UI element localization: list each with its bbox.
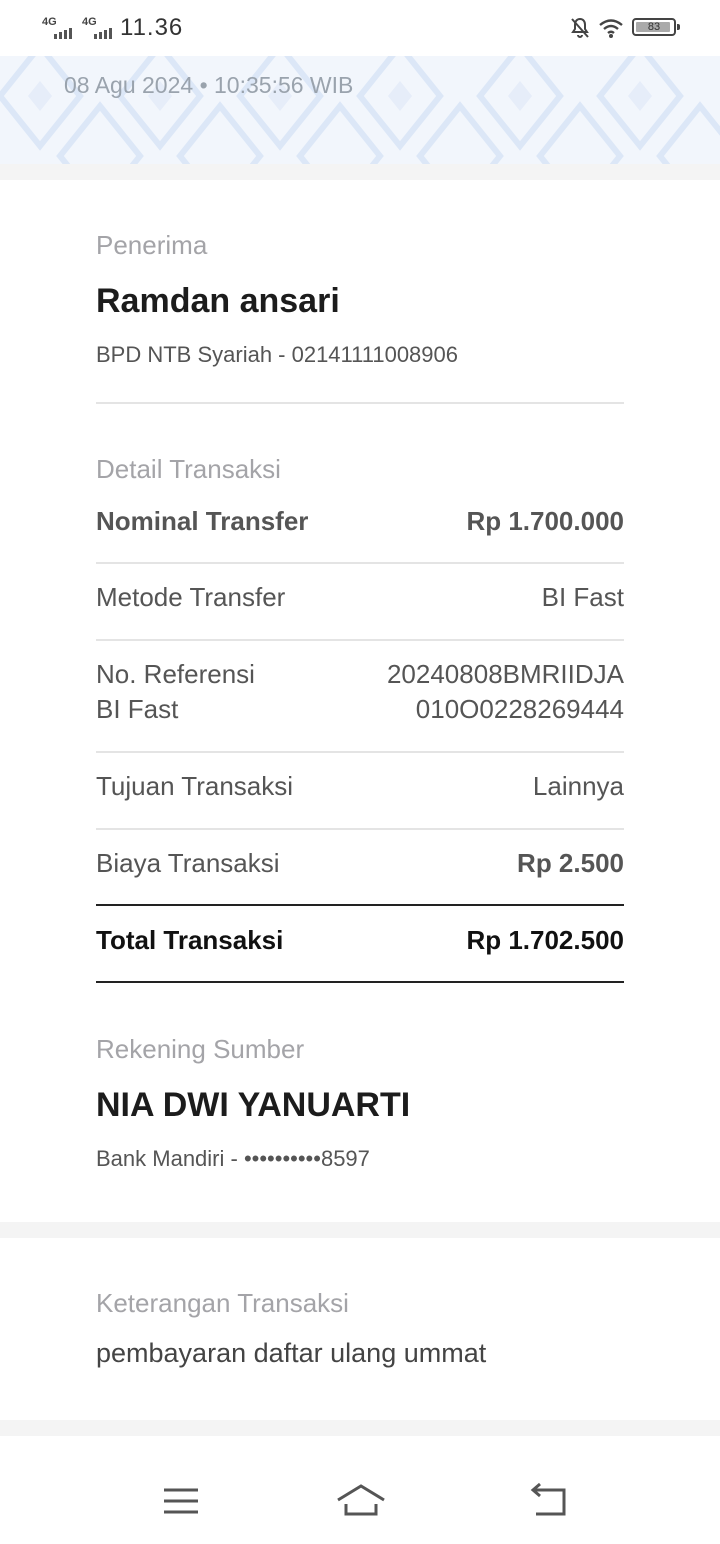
battery-icon bbox=[632, 18, 676, 36]
recipient-account: BPD NTB Syariah - 02141111008906 bbox=[96, 342, 459, 367]
details-section bbox=[96, 454, 624, 485]
nominal-row bbox=[96, 504, 624, 539]
note-text-wrap bbox=[96, 1338, 624, 1369]
source-account-wrap bbox=[96, 1146, 624, 1172]
fee-label: Biaya Transaksi bbox=[96, 848, 280, 878]
reference-value-line2: 010O0228269444 bbox=[415, 694, 624, 724]
recipient-label: Penerima bbox=[96, 230, 208, 260]
purpose-label: Tujuan Transaksi bbox=[96, 771, 294, 801]
menu-icon[interactable] bbox=[162, 1482, 200, 1520]
network-type-label: 4G bbox=[82, 16, 97, 28]
fee-value: Rp 2.500 bbox=[517, 848, 624, 878]
divider bbox=[96, 562, 624, 564]
network-type-label: 4G bbox=[42, 16, 57, 28]
reference-label-line2: BI Fast bbox=[96, 694, 179, 724]
nominal-label: Nominal Transfer bbox=[96, 506, 309, 536]
reference-row bbox=[96, 657, 624, 727]
source-account: Bank Mandiri - ••••••••••8597 bbox=[96, 1146, 370, 1171]
status-bar bbox=[0, 0, 720, 56]
bell-off-icon bbox=[568, 16, 592, 40]
divider bbox=[96, 904, 624, 906]
purpose-row bbox=[96, 769, 624, 804]
method-label: Metode Transfer bbox=[96, 582, 286, 612]
receipt-header bbox=[0, 56, 720, 164]
wifi-icon bbox=[598, 16, 624, 40]
method-value: BI Fast bbox=[541, 582, 624, 612]
details-label: Detail Transaksi bbox=[96, 454, 281, 484]
note-label: Keterangan Transaksi bbox=[96, 1288, 349, 1318]
recipient-name: Ramdan ansari bbox=[96, 282, 340, 320]
note-section bbox=[96, 1288, 624, 1319]
source-name: NIA DWI YANUARTI bbox=[96, 1086, 411, 1124]
fee-row bbox=[96, 846, 624, 881]
method-row bbox=[96, 580, 624, 615]
section-separator bbox=[0, 1420, 720, 1436]
reference-label bbox=[96, 657, 255, 727]
transaction-datetime: 08 Agu 2024 • 10:35:56 WIB bbox=[64, 72, 354, 98]
recipient-account-wrap bbox=[96, 342, 624, 368]
recipient-section bbox=[96, 230, 624, 261]
clock: 11.36 bbox=[120, 14, 184, 41]
note-text: pembayaran daftar ulang ummat bbox=[96, 1338, 487, 1368]
divider bbox=[96, 981, 624, 983]
source-section bbox=[96, 1034, 624, 1065]
total-label: Total Transaksi bbox=[96, 925, 284, 955]
divider bbox=[96, 639, 624, 641]
reference-label-line1: No. Referensi bbox=[96, 659, 255, 689]
section-separator bbox=[0, 1222, 720, 1238]
source-label: Rekening Sumber bbox=[96, 1034, 305, 1064]
recipient-name-wrap bbox=[96, 282, 624, 321]
source-name-wrap bbox=[96, 1086, 624, 1125]
total-row bbox=[96, 923, 624, 958]
divider bbox=[96, 402, 624, 404]
purpose-value: Lainnya bbox=[532, 771, 624, 801]
back-icon[interactable] bbox=[528, 1482, 568, 1520]
total-value: Rp 1.702.500 bbox=[466, 925, 624, 955]
reference-value bbox=[387, 657, 624, 727]
battery-level: 83 bbox=[647, 21, 661, 33]
divider bbox=[96, 751, 624, 753]
section-separator bbox=[0, 164, 720, 180]
reference-value-line1: 20240808BMRIIDJA bbox=[386, 659, 624, 689]
home-icon[interactable] bbox=[336, 1482, 386, 1520]
nominal-value: Rp 1.700.000 bbox=[466, 506, 624, 536]
divider bbox=[96, 828, 624, 830]
